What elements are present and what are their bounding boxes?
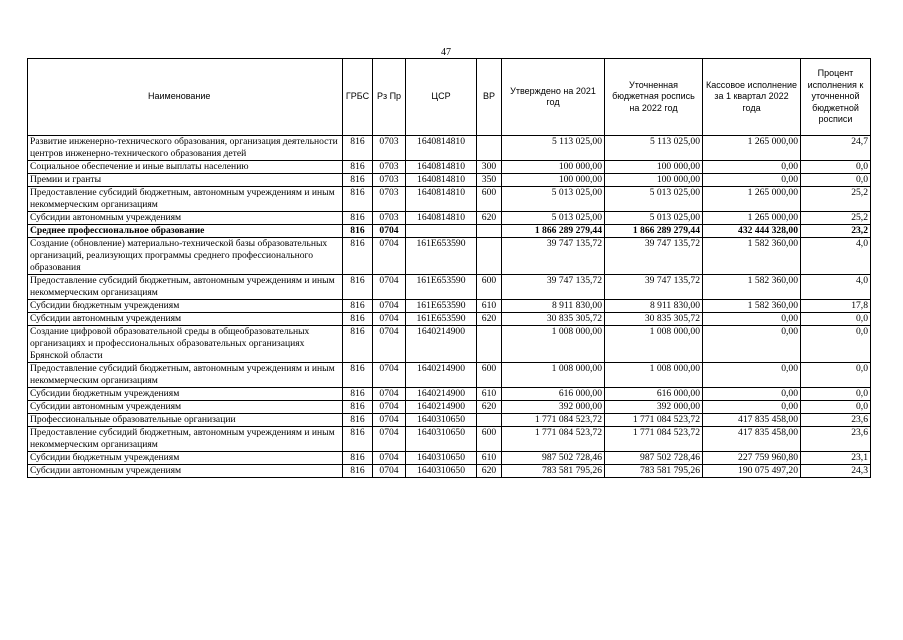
cell-vr: 620 bbox=[477, 313, 502, 326]
cell-cash: 432 444 328,00 bbox=[703, 225, 801, 238]
cell-refined: 987 502 728,46 bbox=[605, 452, 703, 465]
cell-csr: 1640814810 bbox=[406, 187, 477, 212]
cell-percent: 23,6 bbox=[801, 427, 871, 452]
cell-rzpr: 0703 bbox=[373, 187, 406, 212]
cell-approved: 783 581 795,26 bbox=[502, 465, 605, 478]
cell-cash: 0,00 bbox=[703, 313, 801, 326]
cell-rzpr: 0704 bbox=[373, 363, 406, 388]
cell-name: Среднее профессиональное образование bbox=[28, 225, 343, 238]
budget-table bbox=[27, 58, 871, 478]
cell-cash: 0,00 bbox=[703, 401, 801, 414]
cell-percent: 0,0 bbox=[801, 326, 871, 363]
cell-refined: 5 013 025,00 bbox=[605, 187, 703, 212]
header-refined: Уточненная бюджетная роспись на 2022 год bbox=[605, 59, 703, 136]
cell-csr: 1640310650 bbox=[406, 452, 477, 465]
cell-grbs: 816 bbox=[343, 187, 373, 212]
cell-approved: 987 502 728,46 bbox=[502, 452, 605, 465]
cell-vr: 610 bbox=[477, 452, 502, 465]
cell-cash: 0,00 bbox=[703, 388, 801, 401]
cell-name: Предоставление субсидий бюджетным, автономным учреждениям и иным некоммерческим организациям bbox=[28, 275, 343, 300]
cell-csr: 1640814810 bbox=[406, 174, 477, 187]
header-name: Наименование bbox=[28, 59, 343, 136]
table-row bbox=[28, 313, 871, 326]
cell-name: Субсидии бюджетным учреждениям bbox=[28, 300, 343, 313]
cell-grbs: 816 bbox=[343, 401, 373, 414]
cell-vr: 300 bbox=[477, 161, 502, 174]
cell-refined: 1 866 289 279,44 bbox=[605, 225, 703, 238]
cell-percent: 0,0 bbox=[801, 401, 871, 414]
cell-vr: 600 bbox=[477, 275, 502, 300]
table-row bbox=[28, 238, 871, 275]
cell-percent: 24,7 bbox=[801, 136, 871, 161]
table-row bbox=[28, 275, 871, 300]
table-row bbox=[28, 427, 871, 452]
cell-percent: 25,2 bbox=[801, 187, 871, 212]
cell-approved: 1 771 084 523,72 bbox=[502, 427, 605, 452]
cell-csr: 1640814810 bbox=[406, 212, 477, 225]
cell-vr: 620 bbox=[477, 465, 502, 478]
cell-cash: 0,00 bbox=[703, 326, 801, 363]
cell-grbs: 816 bbox=[343, 161, 373, 174]
cell-vr: 600 bbox=[477, 427, 502, 452]
cell-csr: 1640214900 bbox=[406, 363, 477, 388]
cell-vr: 610 bbox=[477, 388, 502, 401]
cell-name: Субсидии автономным учреждениям bbox=[28, 212, 343, 225]
table-row bbox=[28, 300, 871, 313]
cell-refined: 8 911 830,00 bbox=[605, 300, 703, 313]
cell-vr bbox=[477, 238, 502, 275]
cell-refined: 100 000,00 bbox=[605, 161, 703, 174]
header-vr: ВР bbox=[477, 59, 502, 136]
header-csr: ЦСР bbox=[406, 59, 477, 136]
cell-approved: 30 835 305,72 bbox=[502, 313, 605, 326]
cell-csr: 1640310650 bbox=[406, 427, 477, 452]
cell-percent: 0,0 bbox=[801, 313, 871, 326]
cell-approved: 8 911 830,00 bbox=[502, 300, 605, 313]
cell-csr bbox=[406, 225, 477, 238]
cell-refined: 39 747 135,72 bbox=[605, 275, 703, 300]
header-approved: Утверждено на 2021 год bbox=[502, 59, 605, 136]
cell-vr: 620 bbox=[477, 401, 502, 414]
cell-refined: 1 008 000,00 bbox=[605, 326, 703, 363]
cell-percent: 23,6 bbox=[801, 414, 871, 427]
cell-approved: 1 771 084 523,72 bbox=[502, 414, 605, 427]
cell-refined: 100 000,00 bbox=[605, 174, 703, 187]
cell-grbs: 816 bbox=[343, 275, 373, 300]
cell-rzpr: 0704 bbox=[373, 275, 406, 300]
cell-approved: 392 000,00 bbox=[502, 401, 605, 414]
cell-vr bbox=[477, 136, 502, 161]
table-row bbox=[28, 452, 871, 465]
cell-approved: 5 113 025,00 bbox=[502, 136, 605, 161]
cell-rzpr: 0703 bbox=[373, 212, 406, 225]
cell-grbs: 816 bbox=[343, 174, 373, 187]
cell-rzpr: 0704 bbox=[373, 313, 406, 326]
cell-name: Премии и гранты bbox=[28, 174, 343, 187]
cell-cash: 0,00 bbox=[703, 363, 801, 388]
table-row bbox=[28, 174, 871, 187]
cell-rzpr: 0704 bbox=[373, 401, 406, 414]
cell-rzpr: 0704 bbox=[373, 388, 406, 401]
cell-refined: 39 747 135,72 bbox=[605, 238, 703, 275]
cell-vr bbox=[477, 414, 502, 427]
header-rzpr: Рз Пр bbox=[373, 59, 406, 136]
cell-approved: 1 866 289 279,44 bbox=[502, 225, 605, 238]
cell-csr: 1640310650 bbox=[406, 465, 477, 478]
cell-cash: 1 265 000,00 bbox=[703, 136, 801, 161]
cell-grbs: 816 bbox=[343, 136, 373, 161]
cell-approved: 616 000,00 bbox=[502, 388, 605, 401]
cell-name: Предоставление субсидий бюджетным, автономным учреждениям и иным некоммерческим организациям bbox=[28, 427, 343, 452]
cell-vr: 600 bbox=[477, 363, 502, 388]
cell-rzpr: 0704 bbox=[373, 238, 406, 275]
table-row bbox=[28, 212, 871, 225]
cell-grbs: 816 bbox=[343, 465, 373, 478]
cell-vr: 600 bbox=[477, 187, 502, 212]
cell-cash: 1 582 360,00 bbox=[703, 238, 801, 275]
cell-cash: 0,00 bbox=[703, 161, 801, 174]
cell-csr: 1640310650 bbox=[406, 414, 477, 427]
header-cash: Кассовое исполнение за 1 квартал 2022 года bbox=[703, 59, 801, 136]
cell-grbs: 816 bbox=[343, 388, 373, 401]
cell-cash: 227 759 960,80 bbox=[703, 452, 801, 465]
cell-vr: 610 bbox=[477, 300, 502, 313]
cell-cash: 1 265 000,00 bbox=[703, 187, 801, 212]
table-row bbox=[28, 388, 871, 401]
cell-csr: 1640214900 bbox=[406, 388, 477, 401]
cell-rzpr: 0704 bbox=[373, 326, 406, 363]
cell-rzpr: 0704 bbox=[373, 300, 406, 313]
cell-refined: 783 581 795,26 bbox=[605, 465, 703, 478]
table-row bbox=[28, 225, 871, 238]
cell-approved: 5 013 025,00 bbox=[502, 212, 605, 225]
cell-name: Субсидии автономным учреждениям bbox=[28, 401, 343, 414]
cell-grbs: 816 bbox=[343, 238, 373, 275]
cell-cash: 417 835 458,00 bbox=[703, 414, 801, 427]
cell-approved: 1 008 000,00 bbox=[502, 326, 605, 363]
cell-csr: 1640214900 bbox=[406, 326, 477, 363]
cell-approved: 39 747 135,72 bbox=[502, 238, 605, 275]
cell-name: Создание цифровой образовательной среды в общеобразовательных организациях и профессиональных образовательных организациях Брянской области bbox=[28, 326, 343, 363]
cell-refined: 5 113 025,00 bbox=[605, 136, 703, 161]
cell-rzpr: 0703 bbox=[373, 161, 406, 174]
cell-grbs: 816 bbox=[343, 300, 373, 313]
cell-grbs: 816 bbox=[343, 452, 373, 465]
cell-rzpr: 0704 bbox=[373, 427, 406, 452]
cell-grbs: 816 bbox=[343, 427, 373, 452]
cell-percent: 4,0 bbox=[801, 275, 871, 300]
table-row bbox=[28, 363, 871, 388]
cell-name: Субсидии автономным учреждениям bbox=[28, 465, 343, 478]
cell-percent: 4,0 bbox=[801, 238, 871, 275]
cell-rzpr: 0703 bbox=[373, 174, 406, 187]
cell-percent: 24,3 bbox=[801, 465, 871, 478]
table-row bbox=[28, 187, 871, 212]
cell-approved: 39 747 135,72 bbox=[502, 275, 605, 300]
cell-grbs: 816 bbox=[343, 225, 373, 238]
table-body bbox=[28, 136, 871, 478]
cell-name: Социальное обеспечение и иные выплаты населению bbox=[28, 161, 343, 174]
cell-grbs: 816 bbox=[343, 326, 373, 363]
cell-refined: 5 013 025,00 bbox=[605, 212, 703, 225]
cell-percent: 0,0 bbox=[801, 161, 871, 174]
cell-percent: 23,2 bbox=[801, 225, 871, 238]
cell-refined: 1 771 084 523,72 bbox=[605, 427, 703, 452]
cell-rzpr: 0704 bbox=[373, 414, 406, 427]
cell-grbs: 816 bbox=[343, 212, 373, 225]
cell-percent: 0,0 bbox=[801, 363, 871, 388]
cell-approved: 5 013 025,00 bbox=[502, 187, 605, 212]
cell-percent: 0,0 bbox=[801, 388, 871, 401]
cell-csr: 161E653590 bbox=[406, 275, 477, 300]
cell-cash: 1 582 360,00 bbox=[703, 300, 801, 313]
cell-cash: 0,00 bbox=[703, 174, 801, 187]
cell-csr: 161E653590 bbox=[406, 300, 477, 313]
cell-rzpr: 0703 bbox=[373, 136, 406, 161]
cell-cash: 1 265 000,00 bbox=[703, 212, 801, 225]
cell-rzpr: 0704 bbox=[373, 225, 406, 238]
table-row bbox=[28, 326, 871, 363]
cell-refined: 30 835 305,72 bbox=[605, 313, 703, 326]
table-row bbox=[28, 136, 871, 161]
cell-cash: 1 582 360,00 bbox=[703, 275, 801, 300]
cell-grbs: 816 bbox=[343, 414, 373, 427]
cell-rzpr: 0704 bbox=[373, 465, 406, 478]
cell-name: Субсидии бюджетным учреждениям bbox=[28, 388, 343, 401]
cell-vr: 620 bbox=[477, 212, 502, 225]
cell-refined: 392 000,00 bbox=[605, 401, 703, 414]
cell-name: Создание (обновление) материально-технической базы образовательных организаций, реализующих программы среднего профессионального образования bbox=[28, 238, 343, 275]
cell-csr: 1640814810 bbox=[406, 161, 477, 174]
table-row bbox=[28, 161, 871, 174]
header-percent: Процент исполнения к уточненной бюджетной росписи bbox=[801, 59, 871, 136]
cell-csr: 161E653590 bbox=[406, 313, 477, 326]
cell-approved: 100 000,00 bbox=[502, 161, 605, 174]
cell-csr: 1640214900 bbox=[406, 401, 477, 414]
cell-percent: 23,1 bbox=[801, 452, 871, 465]
table-row bbox=[28, 465, 871, 478]
cell-percent: 25,2 bbox=[801, 212, 871, 225]
cell-cash: 417 835 458,00 bbox=[703, 427, 801, 452]
cell-percent: 17,8 bbox=[801, 300, 871, 313]
cell-refined: 616 000,00 bbox=[605, 388, 703, 401]
cell-grbs: 816 bbox=[343, 363, 373, 388]
cell-refined: 1 008 000,00 bbox=[605, 363, 703, 388]
cell-vr: 350 bbox=[477, 174, 502, 187]
cell-name: Предоставление субсидий бюджетным, автономным учреждениям и иным некоммерческим организациям bbox=[28, 187, 343, 212]
cell-grbs: 816 bbox=[343, 313, 373, 326]
table-header-row bbox=[28, 59, 871, 136]
cell-vr bbox=[477, 225, 502, 238]
cell-refined: 1 771 084 523,72 bbox=[605, 414, 703, 427]
cell-rzpr: 0704 bbox=[373, 452, 406, 465]
cell-cash: 190 075 497,20 bbox=[703, 465, 801, 478]
cell-name: Субсидии автономным учреждениям bbox=[28, 313, 343, 326]
header-grbs: ГРБС bbox=[343, 59, 373, 136]
cell-csr: 1640814810 bbox=[406, 136, 477, 161]
cell-approved: 100 000,00 bbox=[502, 174, 605, 187]
cell-name: Профессиональные образовательные организации bbox=[28, 414, 343, 427]
page-number: 47 bbox=[441, 47, 451, 58]
cell-vr bbox=[477, 326, 502, 363]
cell-approved: 1 008 000,00 bbox=[502, 363, 605, 388]
cell-csr: 161E653590 bbox=[406, 238, 477, 275]
cell-percent: 0,0 bbox=[801, 174, 871, 187]
table-row bbox=[28, 401, 871, 414]
cell-name: Субсидии бюджетным учреждениям bbox=[28, 452, 343, 465]
cell-name: Предоставление субсидий бюджетным, автономным учреждениям и иным некоммерческим организациям bbox=[28, 363, 343, 388]
table-row bbox=[28, 414, 871, 427]
cell-name: Развитие инженерно-технического образования, организация деятельности центров инженерно-технического образования детей bbox=[28, 136, 343, 161]
